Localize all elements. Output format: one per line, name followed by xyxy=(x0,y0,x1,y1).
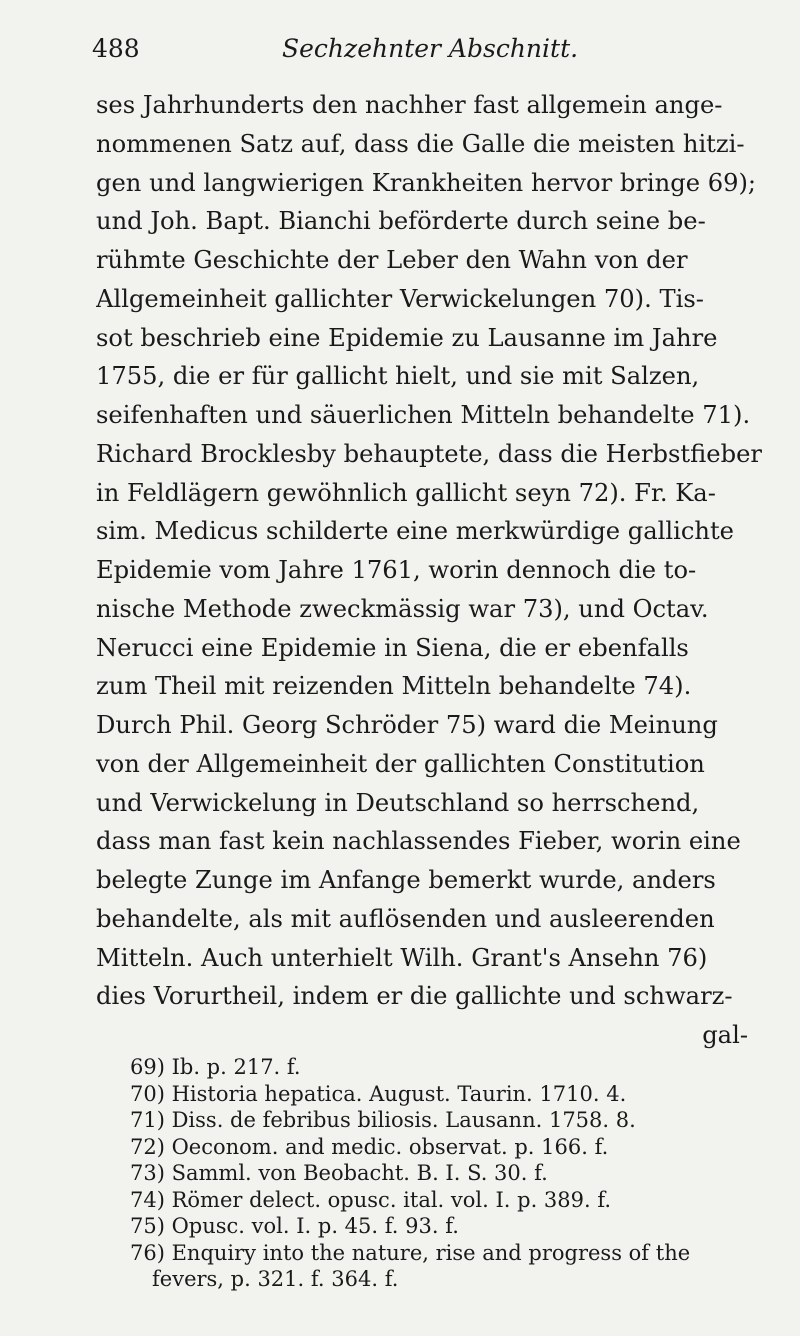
text-line: sot beschrieb eine Epidemie zu Lausanne im Jahre xyxy=(96,323,718,352)
footnote: 75) Opusc. vol. I. p. 45. f. 93. f. xyxy=(130,1214,459,1238)
text-line: rühmte Geschichte der Leber den Wahn von der xyxy=(96,246,688,274)
text-line: Nerucci eine Epidemie in Siena, die er ebenfalls xyxy=(96,633,689,662)
footnote: 69) Ib. p. 217. f. xyxy=(130,1055,301,1079)
text-line: gen und langwierigen Krankheiten hervor bringe 69); xyxy=(96,168,757,197)
text-line: Mitteln. Auch unterhielt Wilh. Grant's Ansehn 76) xyxy=(96,943,708,972)
page-header xyxy=(92,34,612,70)
text-line: sim. Medicus schilderte eine merkwürdige gallichte xyxy=(96,517,734,546)
text-line: seifenhaften und säuerlichen Mitteln behandelte 71). xyxy=(96,401,751,429)
text-line: und Joh. Bapt. Bianchi beförderte durch seine be- xyxy=(96,207,706,236)
body-text xyxy=(96,86,766,1055)
text-line: nische Methode zweckmässig war 73), und Octav. xyxy=(96,594,709,623)
text-line: dass man fast kein nachlassendes Fieber, worin eine xyxy=(96,827,741,856)
text-line: behandelte, als mit auflösenden und ausleerenden xyxy=(96,904,715,933)
text-line: und Verwickelung in Deutschland so herrschend, xyxy=(96,788,700,817)
footnote: 70) Historia hepatica. August. Taurin. 1710. 4. xyxy=(130,1081,627,1106)
text-line: Allgemeinheit gallichter Verwickelungen 70). Tis- xyxy=(96,284,704,313)
text-line: Richard Brocklesby behauptete, dass die Herbstfieber xyxy=(96,439,762,468)
text-line: belegte Zunge im Anfange bemerkt wurde, anders xyxy=(96,866,716,894)
catchword: gal- xyxy=(702,1021,748,1049)
running-title: Sechzehnter Abschnitt. xyxy=(282,34,579,63)
text-line: 1755, die er für gallicht hielt, und sie mit Salzen, xyxy=(96,362,700,391)
footnote: 73) Samml. von Beobacht. B. I. S. 30. f. xyxy=(130,1161,548,1185)
footnote-continuation: fevers, p. 321. f. 364. f. xyxy=(152,1267,399,1291)
footnote: 76) Enquiry into the nature, rise and progress of the xyxy=(130,1240,691,1265)
text-line: zum Theil mit reizenden Mitteln behandelte 74). xyxy=(96,672,692,701)
footnote: 71) Diss. de febribus biliosis. Lausann. 1758. 8. xyxy=(130,1108,636,1132)
text-line: Durch Phil. Georg Schröder 75) ward die Meinung xyxy=(96,711,718,739)
footnotes xyxy=(130,1054,750,1293)
text-line: in Feldlägern gewöhnlich gallicht seyn 72). Fr. Ka- xyxy=(96,478,716,507)
text-line: ses Jahrhunderts den nachher fast allgemein ange- xyxy=(96,91,723,119)
footnote: 74) Römer delect. opusc. ital. vol. I. p. 389. f. xyxy=(130,1187,612,1212)
page-number: 488 xyxy=(92,34,140,63)
footnote: 72) Oeconom. and medic. observat. p. 166. f. xyxy=(130,1134,609,1159)
text-line: Epidemie vom Jahre 1761, worin dennoch die to- xyxy=(96,556,697,584)
text-line: von der Allgemeinheit der gallichten Constitution xyxy=(96,749,705,778)
text-line: nommenen Satz auf, dass die Galle die meisten hitzi- xyxy=(96,129,745,158)
text-line: dies Vorurtheil, indem er die gallichte und schwarz- xyxy=(96,982,733,1011)
